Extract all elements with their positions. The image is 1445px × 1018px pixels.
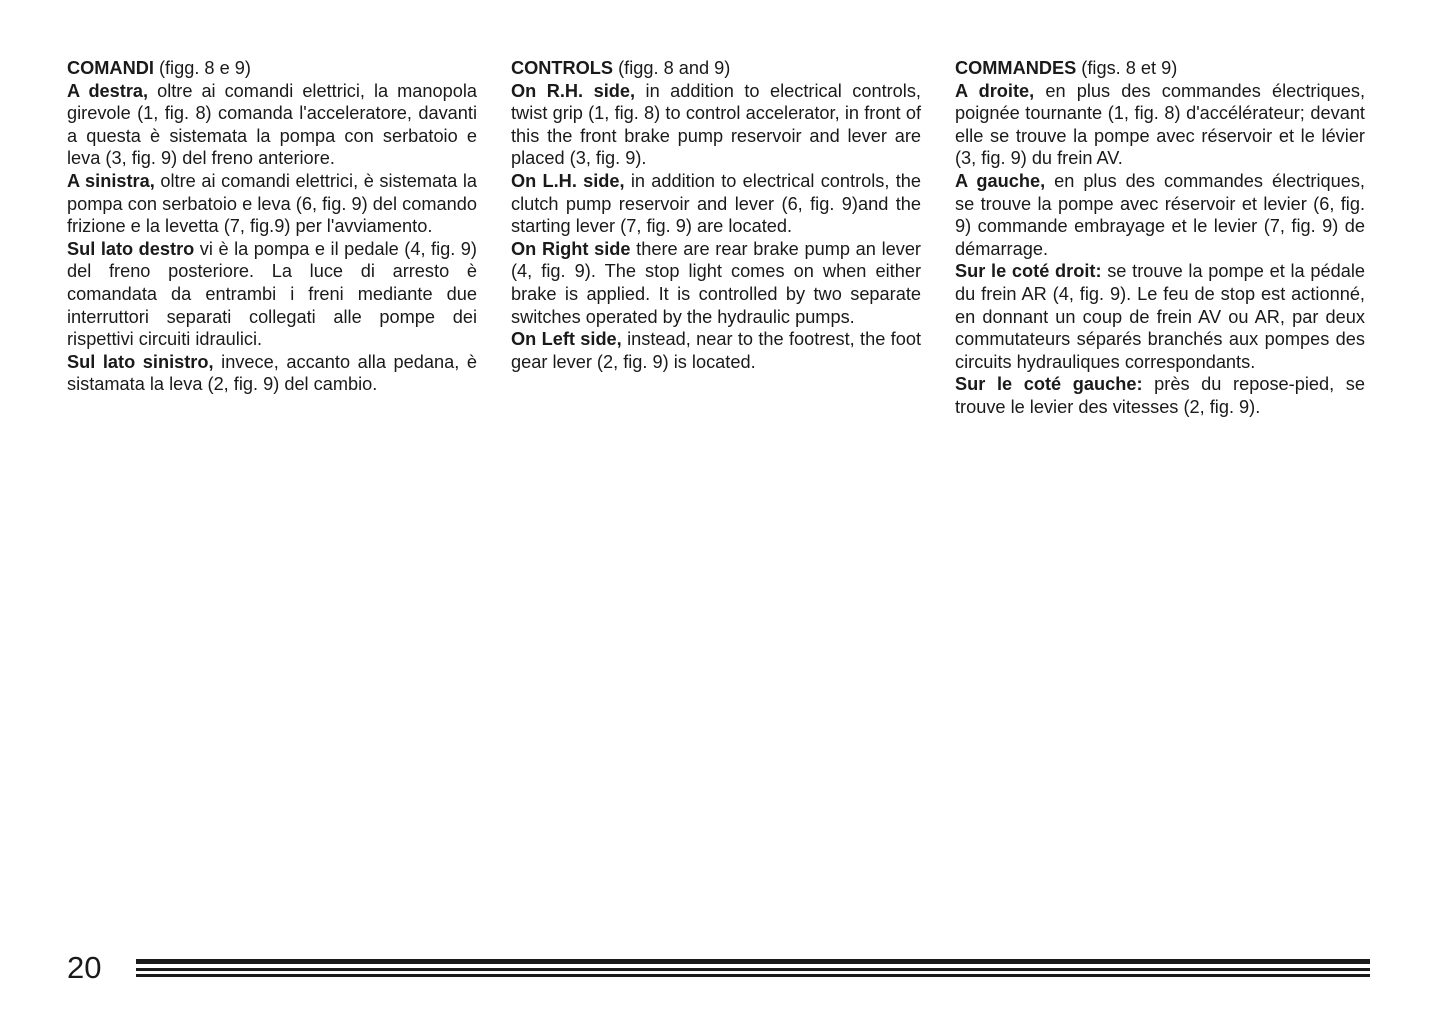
footer-rule [136, 974, 1370, 977]
paragraph-text: en plus des commandes électriques, se trouve la pompe avec réservoir et levier (6, fig. 9) commande embrayage et le levier (7, fig. 9) de démarrage. [955, 170, 1365, 259]
heading-bold: CONTROLS [511, 58, 614, 78]
paragraph-lead: Sur le coté gauche: [955, 374, 1143, 395]
heading-bold: COMMANDES [955, 58, 1077, 78]
paragraph [511, 80, 921, 170]
heading-bold: COMANDI [67, 58, 154, 78]
paragraph-lead: On Left side, [511, 329, 622, 350]
paragraph-lead: On L.H. side, [511, 170, 625, 191]
paragraph-lead: A droite, [955, 80, 1035, 101]
paragraph-lead: A sinistra, [67, 170, 155, 191]
paragraph-text: se trouve la pompe et la pédale du frein AR (4, fig. 9). Le feu de stop est actionné, en donnant un coup de frein AV ou AR, par deux commutateurs séparés branchés aux pompes des circuits hydrauliques correspondants. [955, 261, 1365, 372]
paragraph [511, 170, 921, 238]
paragraph-lead: Sur le coté droit: [955, 261, 1102, 282]
paragraph-text: vi è la pompa e il pedale (4, fig. 9) del freno posteriore. La luce di arresto è comandata da entrambi i freni mediante due interruttori separati collegati alle pompe dei rispettivi circuiti idraulici. [67, 238, 477, 350]
paragraph [955, 373, 1365, 418]
paragraph [511, 238, 921, 328]
paragraph-text: en plus des commandes électriques, poignée tournante (1, fig. 8) d'accélérateur; devant elle se trouve la pompe avec réservoir et le lévier (3, fig. 9) du frein AV. [955, 80, 1365, 169]
heading-rest: (figs. 8 et 9) [1076, 58, 1178, 78]
paragraph-text: there are rear brake pump an lever (4, fig. 9). The stop light comes on when either brake is applied. It is controlled by two separate switches operated by the hydraulic pumps. [511, 238, 921, 327]
paragraph-lead: Sul lato sinistro, [67, 351, 214, 372]
paragraph [67, 170, 477, 238]
column-french [955, 57, 1365, 419]
footer-rule [136, 959, 1370, 964]
paragraph [955, 80, 1365, 170]
paragraph [511, 328, 921, 373]
paragraph-lead: A gauche, [955, 170, 1046, 191]
paragraph-text: oltre ai comandi elettrici, è sistemata la pompa con serbatoio e leva (6, fig. 9) del comando frizione e la levetta (7, fig.9) per l'avviamento. [67, 170, 478, 237]
paragraph-lead: On R.H. side, [511, 80, 636, 101]
section-heading [511, 57, 921, 80]
column-english [511, 57, 921, 373]
heading-rest: (figg. 8 and 9) [613, 58, 731, 78]
paragraph-lead: Sul lato destro [67, 238, 195, 259]
section-heading [67, 57, 477, 80]
paragraph-text: oltre ai comandi elettrici, la manopola girevole (1, fig. 8) comanda l'acceleratore, davanti a questa è sistemata la pompa con serbatoio e leva (3, fig. 9) del freno anteriore. [67, 80, 477, 169]
footer-rule [136, 968, 1370, 971]
paragraph-lead: A destra, [67, 80, 149, 101]
paragraph-text: in addition to electrical controls, the clutch pump reservoir and lever (6, fig. 9)and the starting lever (7, fig. 9) are located. [511, 170, 921, 237]
paragraph-text: près du repose-pied, se trouve le levier des vitesses (2, fig. 9). [955, 374, 1365, 417]
paragraph [67, 351, 477, 396]
paragraph-lead: On Right side [511, 238, 631, 259]
paragraph [955, 260, 1365, 373]
paragraph [67, 80, 477, 170]
section-heading [955, 57, 1365, 80]
paragraph [955, 170, 1365, 260]
column-italian [67, 57, 477, 396]
heading-rest: (figg. 8 e 9) [153, 58, 251, 78]
paragraph-text: instead, near to the footrest, the foot gear lever (2, fig. 9) is located. [511, 329, 921, 372]
paragraph-text: invece, accanto alla pedana, è sistamata la leva (2, fig. 9) del cambio. [67, 351, 478, 395]
paragraph-text: in addition to electrical controls, twist grip (1, fig. 8) to control accelerator, in front of this the front brake pump reservoir and lever are placed (3, fig. 9). [511, 80, 921, 169]
paragraph [67, 238, 477, 351]
page-number: 20 [67, 950, 102, 985]
